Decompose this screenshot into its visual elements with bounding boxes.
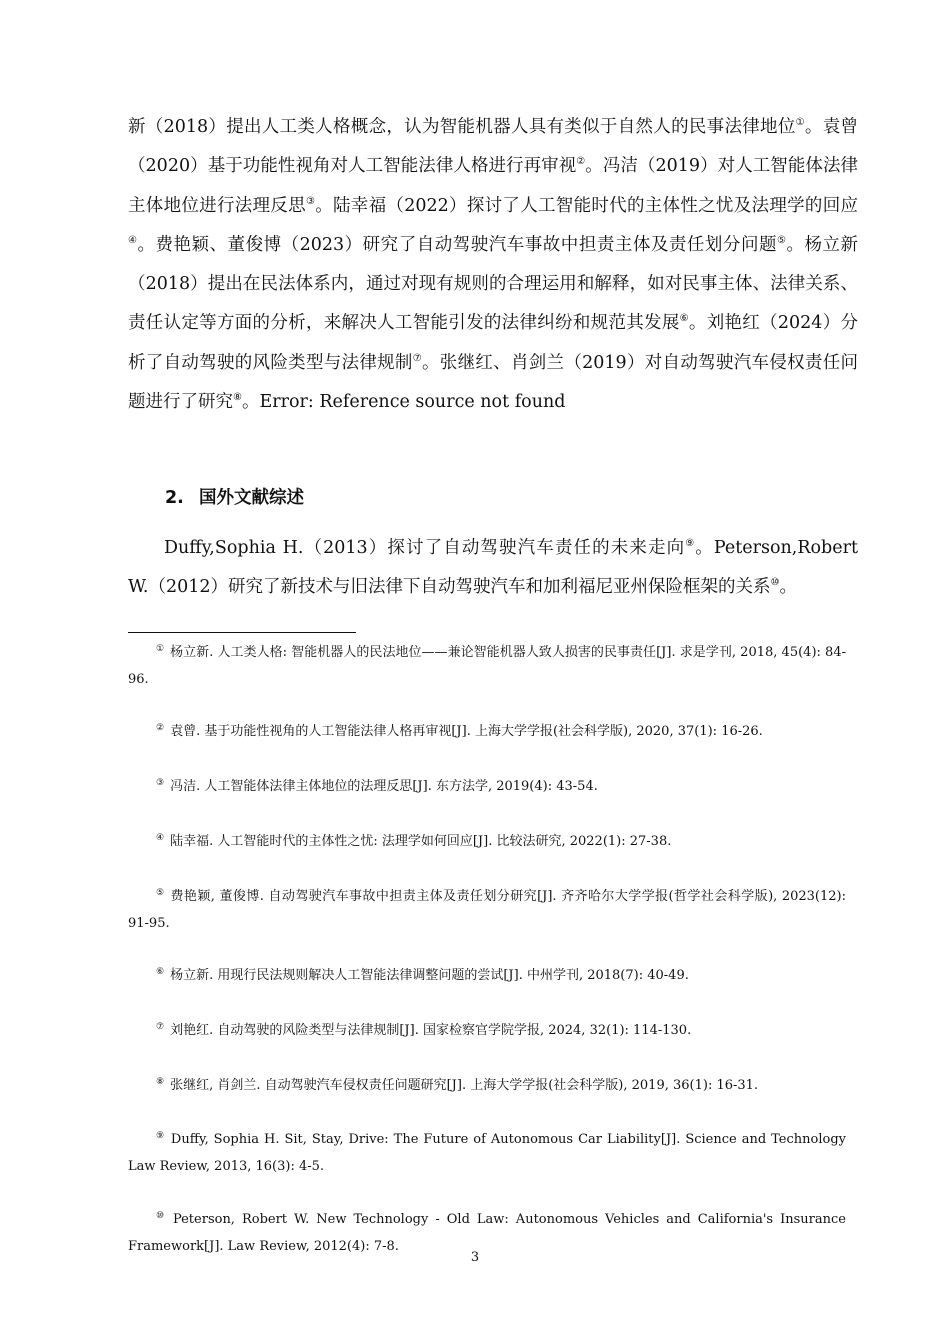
footnote-ref-1[interactable]: ① <box>795 117 805 128</box>
footnote-text: 刘艳红. 自动驾驶的风险类型与法律规制[J]. 国家检察官学院学报, 2024, 32(1): 114-130. <box>170 1023 692 1038</box>
para1-text-5: 。费艳颖、董俊博（2023）研究了自动驾驶汽车事故中担责主体及责任划分问题 <box>137 234 777 255</box>
footnote-text: 袁曾. 基于功能性视角的人工智能法律人格再审视[J]. 上海大学学报(社会科学版), 2020, 37(1): 16-26. <box>170 724 763 739</box>
footnote-mark: ⑥ <box>156 967 165 977</box>
para2-text-1: Duffy,Sophia H.（2013）探讨了自动驾驶汽车责任的未来走向 <box>164 538 686 558</box>
footnote-text: 张继红, 肖剑兰. 自动驾驶汽车侵权责任问题研究[J]. 上海大学学报(社会科学版), 2019, 36(1): 16-31. <box>170 1078 759 1093</box>
footnote-ref-3[interactable]: ③ <box>305 195 316 207</box>
footnote-2 <box>128 718 846 745</box>
para1-text-8: 。张继红、肖剑兰（2019）对自动驾驶汽车侵权责任问题进行了研究 <box>128 352 858 413</box>
footnote-ref-4[interactable]: ④ <box>128 234 138 246</box>
footnote-1 <box>128 639 846 693</box>
footnote-ref-2[interactable]: ② <box>576 156 586 168</box>
body-paragraph-1 <box>128 108 858 422</box>
para1-text-4: 。陆幸福（2022）探讨了人工智能时代的主体性之忧及法理学的回应 <box>315 195 858 216</box>
footnote-3 <box>128 773 846 800</box>
footnote-ref-8[interactable]: ⑧ <box>233 392 242 404</box>
footnote-5 <box>128 883 846 937</box>
footnote-4 <box>128 828 846 855</box>
footnote-6 <box>128 962 846 989</box>
footnote-7 <box>128 1017 846 1044</box>
footnote-text: 冯洁. 人工智能体法律主体地位的法理反思[J]. 东方法学, 2019(4): 43-54. <box>170 779 598 794</box>
footnote-mark: ⑩ <box>156 1211 167 1221</box>
section-number: 2. <box>165 488 184 508</box>
footnote-ref-9[interactable]: ⑨ <box>685 538 696 549</box>
footnote-ref-7[interactable]: ⑦ <box>412 352 422 364</box>
footnote-text: Duffy, Sophia H. Sit, Stay, Drive: The Future of Autonomous Car Liability[J]. Science and Technology Law Review, 2013, 16(3): 4-5. <box>128 1132 846 1174</box>
footnote-mark: ⑦ <box>156 1022 165 1032</box>
footnote-9 <box>128 1126 846 1180</box>
footnote-ref-10[interactable]: ⑩ <box>770 577 780 589</box>
section-heading <box>165 484 304 509</box>
footnote-8 <box>128 1072 846 1099</box>
footnote-text: 费艳颖, 董俊博. 自动驾驶汽车事故中担责主体及责任划分研究[J]. 齐齐哈尔大学学报(哲学社会科学版), 2023(12): 91-95. <box>128 889 846 931</box>
footnote-separator <box>128 632 356 633</box>
para1-text-2: 。袁曾（2020）基于功能性视角对人工智能法律人格进行再审视 <box>128 117 858 177</box>
para1-text-3: 。冯洁（2019）对人工智能体法律主体地位进行法理反思 <box>128 156 858 216</box>
footnote-text: 陆幸福. 人工智能时代的主体性之忧: 法理学如何回应[J]. 比较法研究, 2022(1): 27-38. <box>170 834 672 849</box>
footnote-mark: ④ <box>156 833 165 843</box>
footnote-mark: ③ <box>156 778 165 788</box>
footnote-text: 杨立新. 用现行民法规则解决人工智能法律调整问题的尝试[J]. 中州学刊, 2018(7): 40-49. <box>170 968 689 983</box>
footnote-mark: ② <box>156 723 165 733</box>
page-number: 3 <box>470 1250 480 1265</box>
para1-text-6: 。杨立新（2018）提出在民法体系内，通过对现有规则的合理运用和解释，如对民事主体、法律关系、责任认定等方面的分析，来解决人工智能引发的法律纠纷和规范其发展 <box>128 234 858 334</box>
footnote-text: 杨立新. 人工类人格: 智能机器人的民法地位——兼论智能机器人致人损害的民事责任[J]. 求是学刊, 2018, 45(4): 84-96. <box>128 645 846 687</box>
para2-text-3: 。 <box>779 577 797 598</box>
para1-text-1: 新（2018）提出人工类人格概念，认为智能机器人具有类似于自然人的民事法律地位 <box>128 117 796 137</box>
footnote-ref-5[interactable]: ⑤ <box>776 234 787 246</box>
para1-text-9: 。Error: Reference source not found <box>241 392 566 413</box>
footnote-mark: ⑤ <box>156 888 165 898</box>
para2-text-2: 。Peterson,Robert W.（2012）研究了新技术与旧法律下自动驾驶汽车和加利福尼亚州保险框架的关系 <box>128 538 858 598</box>
section-title: 国外文献综述 <box>199 488 304 508</box>
para1-text-7: 。刘艳红（2024）分析了自动驾驶的风险类型与法律规制 <box>128 313 859 373</box>
body-paragraph-2 <box>128 529 858 608</box>
footnote-mark: ⑨ <box>156 1131 165 1141</box>
footnote-mark: ① <box>156 644 165 654</box>
footnote-ref-6[interactable]: ⑥ <box>679 313 689 325</box>
footnote-text: Peterson, Robert W. New Technology - Old Law: Autonomous Vehicles and California's Insurance Framework[J]. Law Review, 2012(4): 7-8. <box>128 1212 846 1254</box>
footnote-mark: ⑧ <box>156 1077 165 1087</box>
